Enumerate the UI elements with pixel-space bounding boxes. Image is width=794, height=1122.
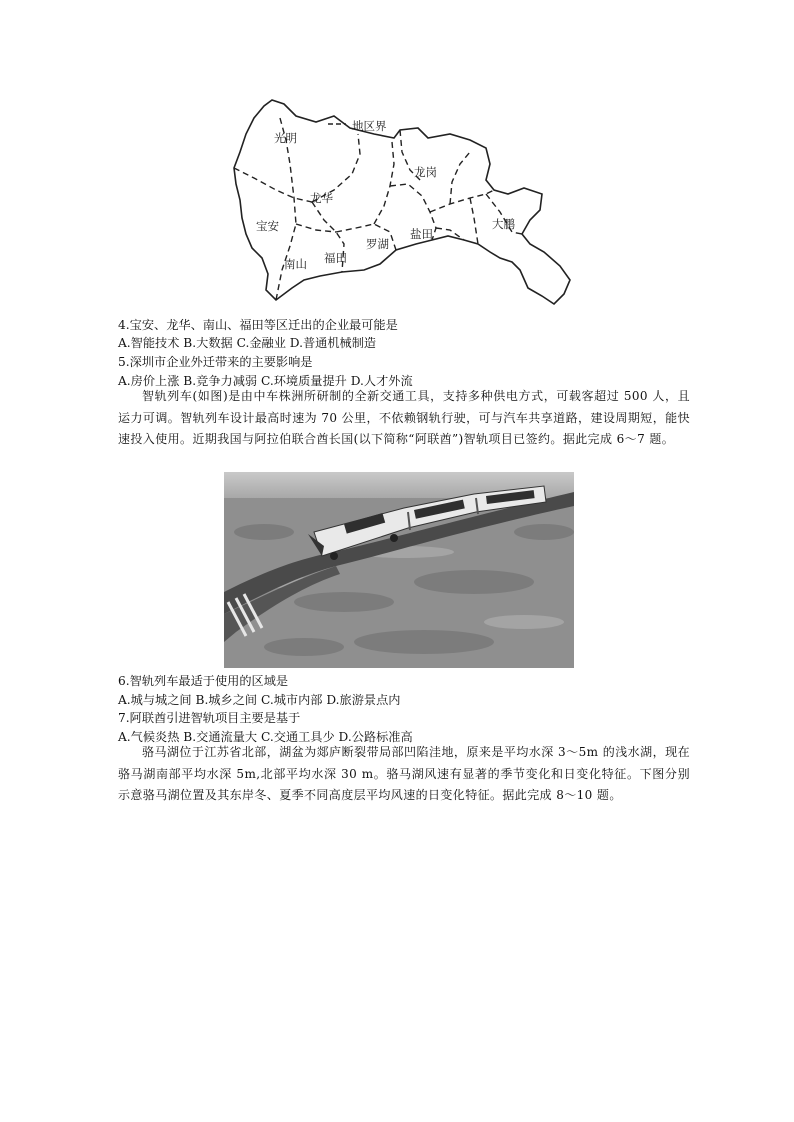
tram-photo-drawing <box>224 472 574 668</box>
question-7-stem: 7.阿联酋引进智轨项目主要是基于 <box>118 711 301 725</box>
district-label-baoan: 宝安 <box>256 219 279 233</box>
passage-tram: 智轨列车(如图)是由中车株洲所研制的全新交通工具，支持多种供电方式，可载客超过 500 人，且运力可调。智轨列车设计最高时速为 70 公里，不依赖钢轨行驶，可与汽车共享道路，建设周期短，能快速投入使用。近期我国与阿拉伯联合酋长国(以下简称“阿联酋”)智轨项目已签约。据此完成 6～7 题。 <box>118 389 690 446</box>
district-label-luohu: 罗湖 <box>366 237 389 251</box>
district-map <box>224 94 580 312</box>
district-label-longgang: 龙岗 <box>414 165 437 179</box>
question-5-options: A.房价上涨 B.竞争力减弱 C.环境质量提升 D.人才外流 <box>118 374 413 388</box>
district-label-nanshan: 南山 <box>284 257 307 271</box>
map-legend-label: 地区界 <box>352 119 387 133</box>
district-label-guangming: 光明 <box>274 131 297 145</box>
tram-photo <box>224 472 574 668</box>
question-6-stem: 6.智轨列车最适于使用的区域是 <box>118 674 289 688</box>
question-7-options: A.气候炎热 B.交通流量大 C.交通工具少 D.公路标准高 <box>118 730 413 744</box>
question-4-stem: 4.宝安、龙华、南山、福田等区迁出的企业最可能是 <box>118 318 398 332</box>
question-6-options: A.城与城之间 B.城乡之间 C.城市内部 D.旅游景点内 <box>118 693 401 707</box>
map-drawing <box>224 94 580 312</box>
passage-lake: 骆马湖位于江苏省北部，湖盆为郯庐断裂带局部凹陷洼地，原来是平均水深 3～5m 的浅水湖，现在骆马湖南部平均水深 5m,北部平均水深 30 m。骆马湖风速有显著的季节变化和日变化特征。下图分别示意骆马湖位置及其东岸冬、夏季不同高度层平均风速的日变化特征。据此完成 8～10 题。 <box>118 745 690 802</box>
district-label-longhua: 龙华 <box>310 191 333 205</box>
district-label-yantian: 盐田 <box>410 227 433 241</box>
question-5-stem: 5.深圳市企业外迁带来的主要影响是 <box>118 355 313 369</box>
district-label-dapeng: 大鹏 <box>492 217 515 231</box>
question-4-options: A.智能技术 B.大数据 C.金融业 D.普通机械制造 <box>118 336 377 350</box>
district-label-futian: 福田 <box>324 251 347 265</box>
